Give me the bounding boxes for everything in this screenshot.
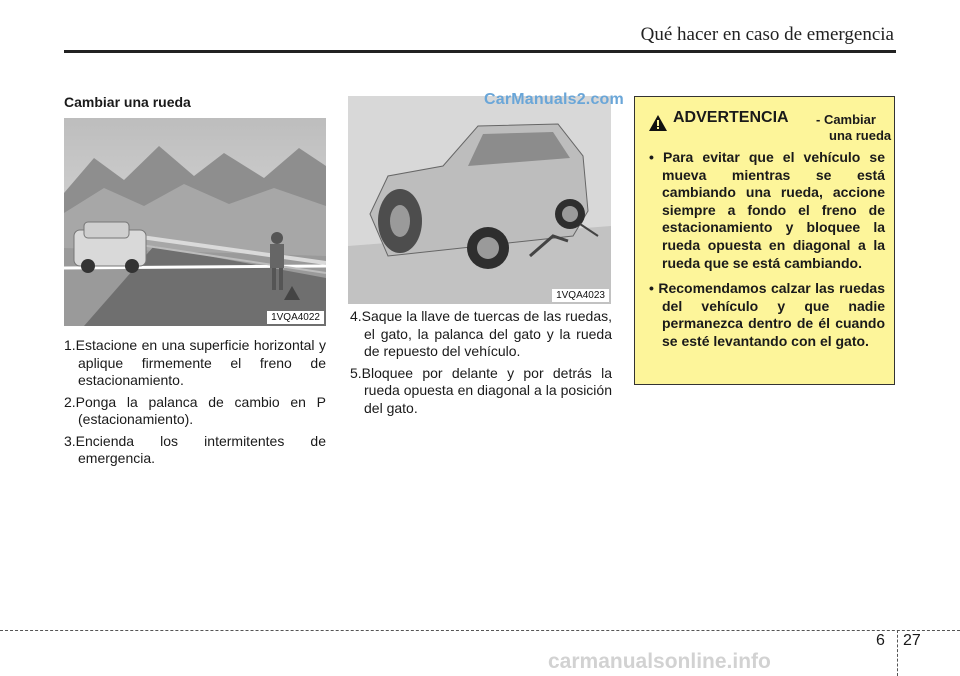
step-item: 5.Bloquee por delante y por detrás la rueda opuesta en diagonal a la posición del gato.	[350, 364, 612, 416]
warning-subtitle-line2: una rueda	[829, 128, 892, 143]
spare-wheel-shape	[378, 189, 422, 253]
warning-title: ADVERTENCIA	[673, 109, 789, 126]
watermark-carmanuals: CarManuals2.com	[484, 91, 624, 108]
page-number: 27	[903, 632, 921, 649]
watermark-footer: carmanualsonline.info	[548, 650, 771, 673]
figure-code: 1VQA4023	[552, 289, 609, 302]
footer-rule	[0, 630, 960, 631]
chapter-number: 6	[876, 632, 885, 649]
page-number-separator	[897, 630, 898, 676]
section-title: Cambiar una rueda	[64, 94, 191, 110]
step-item: 3.Encienda los intermitentes de emergencia.	[64, 432, 326, 466]
warning-subtitle: - Cambiar	[816, 112, 876, 127]
warning-list	[649, 149, 885, 359]
car-spare-wheel-illustration	[348, 96, 611, 304]
figure-road-scene	[64, 118, 326, 326]
figure-code: 1VQA4022	[267, 311, 324, 324]
warning-triangle-icon	[649, 115, 667, 131]
road-scene-illustration	[64, 118, 326, 326]
header-rule	[64, 50, 896, 53]
step-item: 2.Ponga la palanca de cambio en P (estacionamiento).	[64, 393, 326, 427]
figure-car-spare-wheel	[348, 96, 611, 304]
steps-column-2	[350, 308, 612, 421]
car-shape	[74, 222, 146, 273]
page-header-title: Qué hacer en caso de emergencia	[640, 24, 894, 45]
step-item: 4.Saque la llave de tuercas de las ruedas, el gato, la palanca del gato y la rueda de repuesto del vehículo.	[350, 308, 612, 359]
warning-box	[634, 96, 895, 385]
warning-item: • Para evitar que el vehículo se mueva mientras se está cambiando una rueda, accione siempre a fondo el freno de estacionamiento y bloquee la rueda opuesta en diagonal a la rueda que se está cambiando.	[649, 149, 885, 271]
steps-column-1	[64, 337, 326, 472]
warning-item: • Recomendamos calzar las ruedas del vehículo y que nadie permanezca dentro de él cuando se esté levantando con el gato.	[649, 280, 885, 349]
step-item: 1.Estacione en una superficie horizontal y aplique firmemente el freno de estacionamiento.	[64, 337, 326, 388]
